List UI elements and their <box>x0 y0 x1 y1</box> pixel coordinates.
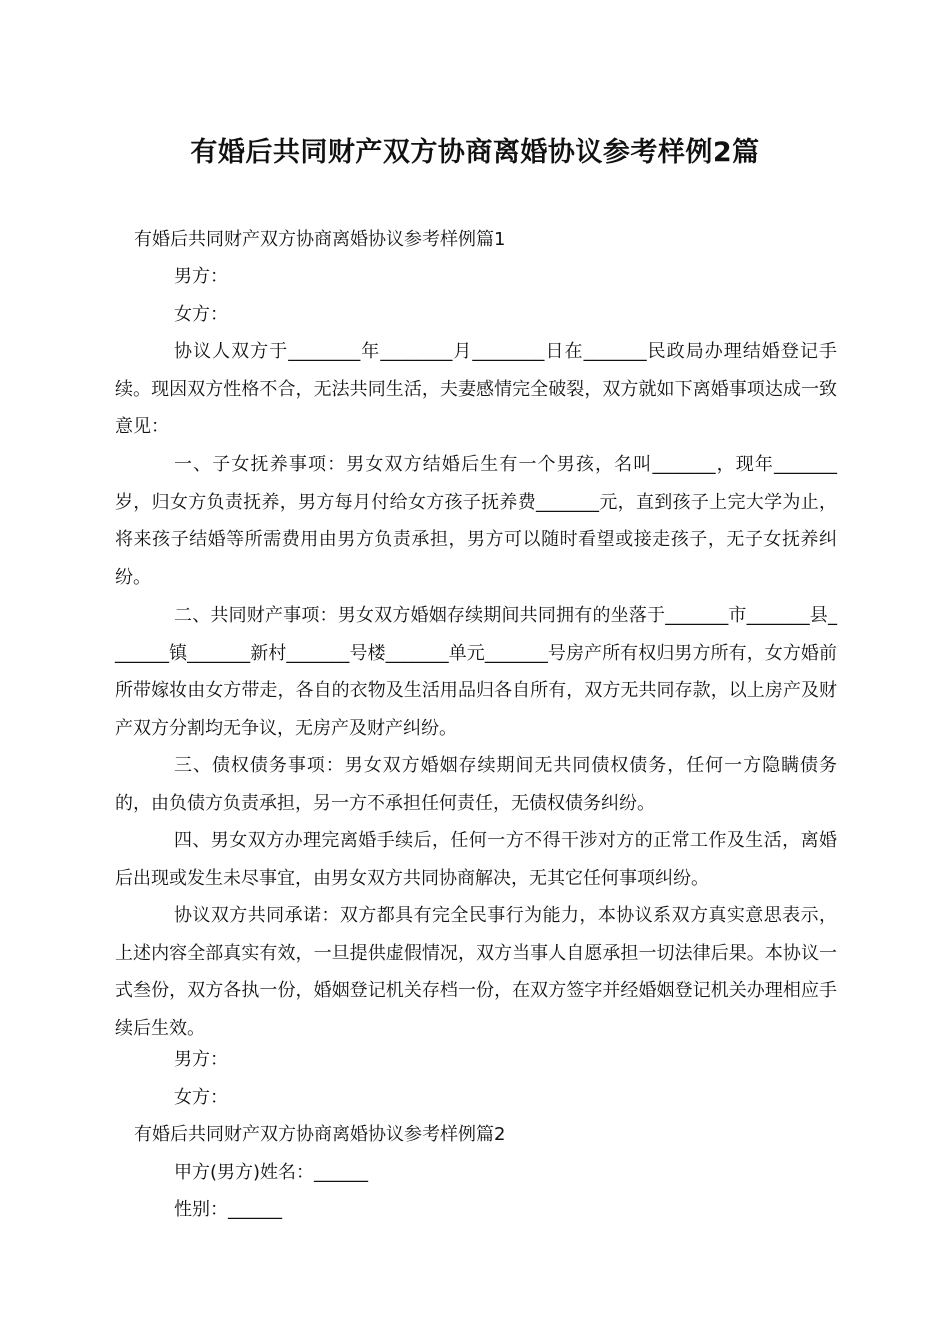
post-divorce-paragraph: 四、男女双方办理完离婚手续后，任何一方不得干涉对方的正常工作及生活，离婚后出现或发生未尽事宜，由男女双方共同协商解决，无其它任何事项纠纷。 <box>115 830 837 889</box>
female-signature-label: 女方： <box>174 1087 228 1108</box>
sample1-heading: 有婚后共同财产双方协商离婚协议参考样例篇1 <box>134 229 506 250</box>
gender-field: 性别：______ <box>174 1199 282 1220</box>
party-a-name-field: 甲方(男方)姓名：______ <box>174 1162 369 1183</box>
sample2-heading: 有婚后共同财产双方协商离婚协议参考样例篇2 <box>134 1124 506 1145</box>
joint-commitment-paragraph: 协议双方共同承诺：双方都具有完全民事行为能力，本协议系双方真实意思表示，上述内容全部真实有效，一旦提供虚假情况，双方当事人自愿承担一切法律后果。本协议一式叁份，双方各执一份，婚姻登记机关存档一份，在双方签字并经婚姻登记机关办理相应手续后生效。 <box>115 905 837 1039</box>
female-party-label: 女方： <box>174 304 228 325</box>
child-custody-paragraph: 一、子女抚养事项：男女双方结婚后生有一个男孩，名叫_______，现年_______岁，归女方负责抚养，男方每月付给女方孩子抚养费_______元，直到孩子上完大学为止，将来孩子结婚等所需费用由男方负责承担，男方可以随时看望或接走孩子，无子女抚养纠纷。 <box>115 454 837 588</box>
debt-paragraph: 三、债权债务事项：男女双方婚姻存续期间无共同债权债务，任何一方隐瞒债务的，由负债方负责承担，另一方不承担任何责任，无债权债务纠纷。 <box>115 755 837 814</box>
page-title: 有婚后共同财产双方协商离婚协议参考样例2篇 <box>190 137 760 168</box>
joint-property-paragraph: 二、共同财产事项：男女双方婚姻存续期间共同拥有的坐落于_______市_______县_______镇_______新村_______号楼_______单元_______号房产所有权归男方所有，女方婚前所带嫁妆由女方带走，各自的衣物及生活用品归各自所有，双方无共同存款，以上房产及财产双方分割均无争议，无房产及财产纠纷。 <box>115 605 837 739</box>
male-party-label: 男方： <box>174 266 228 287</box>
male-signature-label: 男方： <box>174 1049 228 1070</box>
agreement-intro-paragraph: 协议人双方于________年________月________日在_______民政局办理结婚登记手续。现因双方性格不合，无法共同生活，夫妻感情完全破裂，双方就如下离婚事项达成一致意见： <box>115 341 837 438</box>
